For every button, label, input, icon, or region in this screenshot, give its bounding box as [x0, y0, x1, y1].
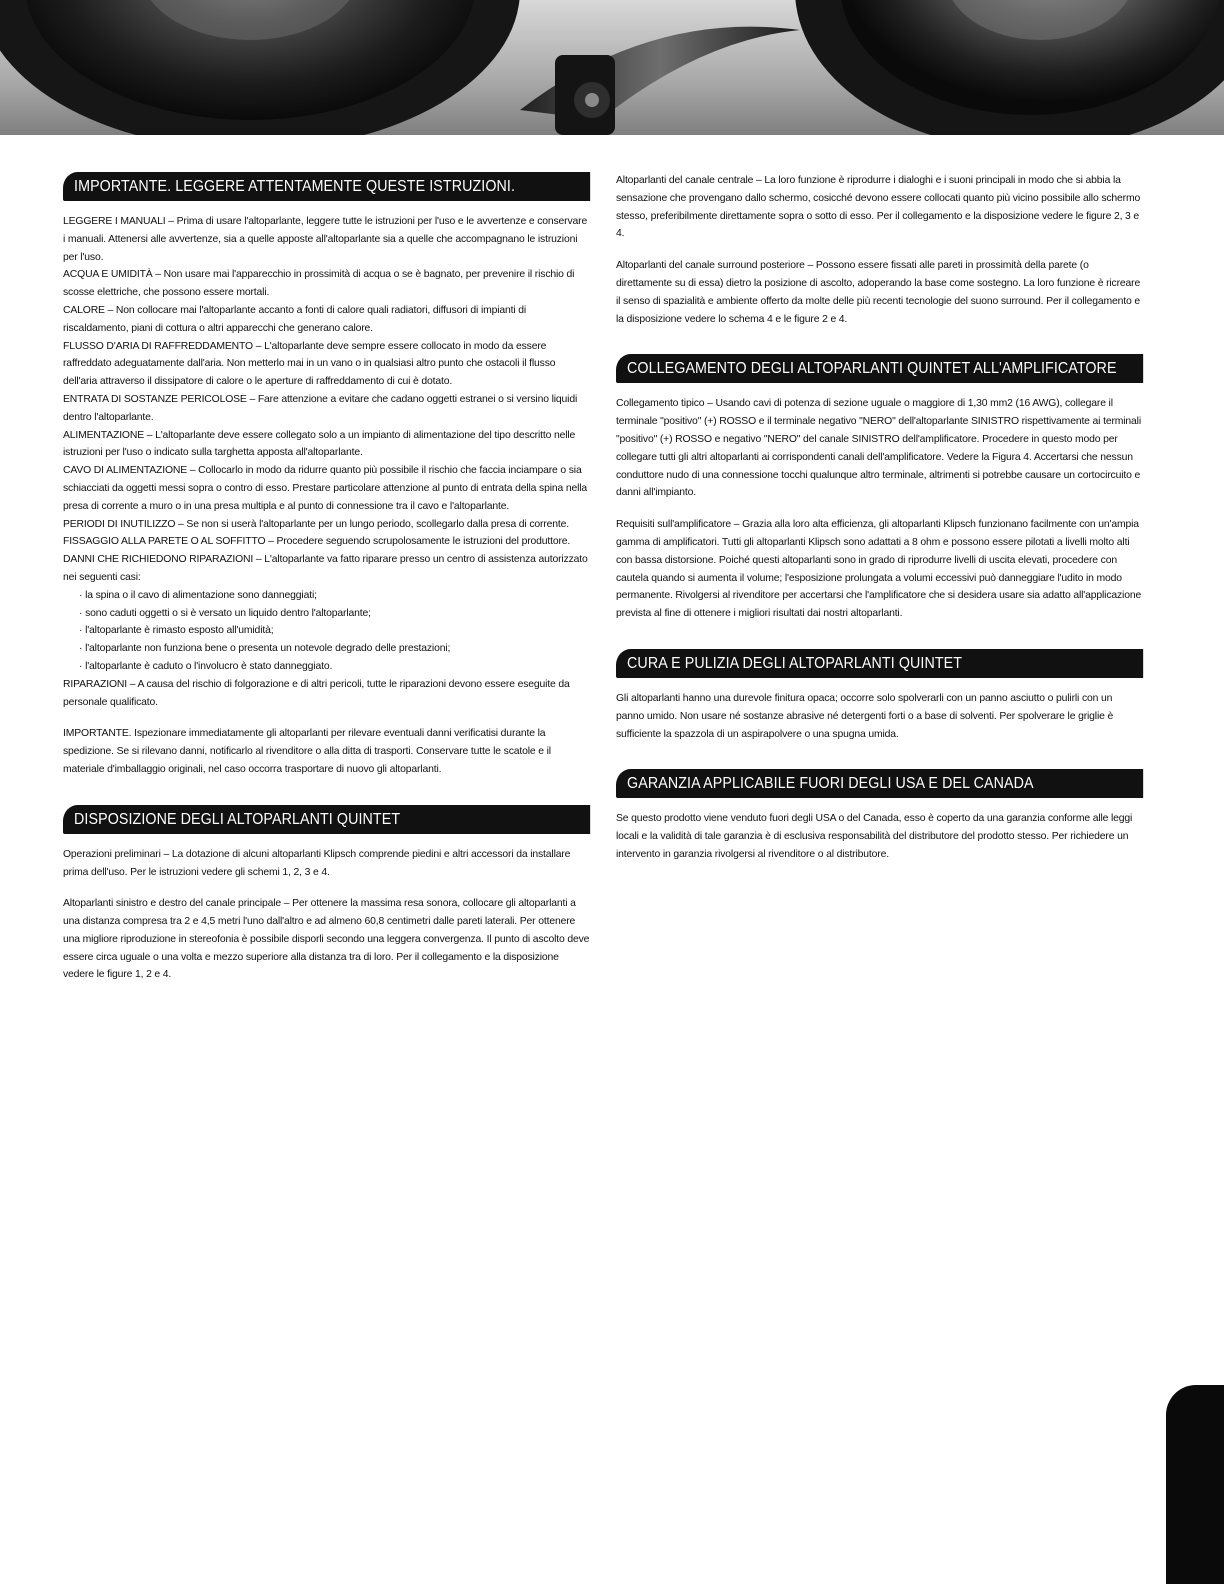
paragraph-flusso: FLUSSO D'ARIA DI RAFFREDDAMENTO – L'altoparlante deve sempre essere collocato in modo da essere raffreddato adeguatamente dall'aria. Non metterlo mai in un vano o in qualsiasi altro punto che ostacoli il flusso dell'aria attraverso il dissipatore di calore o le aperture di raffreddamento di cui è dotato.: [63, 340, 556, 388]
paragraph-surround: Altoparlanti del canale surround posteriore – Possono essere fissati alle pareti in prossimità della parete (o direttamente su di essa) dietro la posizione di ascolto, adoperando la base come sostegno. La loro funzione è ricreare il senso di spazialità e ambiente offerto da molte delle più recenti tecnologie del suono surround. Per il collegamento e la disposizione vedere lo schema 4 e le figure 2 e 4.: [616, 260, 1141, 325]
page-edge-tab: [1166, 1385, 1224, 1584]
paragraph-alimentazione: ALIMENTAZIONE – L'altoparlante deve essere collegato solo a un impianto di alimentazione del tipo descritto nelle istruzioni per l'uso o indicato sulla targhetta apposta all'altoparlante.: [63, 429, 576, 459]
list-item: · l'altoparlante non funziona bene o presenta un notevole degrado delle prestazioni;: [79, 640, 590, 658]
list-item: · sono caduti oggetti o si è versato un liquido dentro l'altoparlante;: [79, 605, 590, 623]
speaker-photo-icon: [0, 0, 1224, 135]
paragraph-requisiti: Requisiti sull'amplificatore – Grazia alla loro alta efficienza, gli altoparlanti Klipsch funzionano facilmente con un'ampia gamma di amplificatori. Tutti gli altoparlanti Klipsch sono adattati a 8 ohm e possono essere pilotati a livelli molto alti con bassa distorsione. Poiché questi altoparlanti sono in grado di riprodurre livelli di uscita elevati, procedere con cautela quando si aumenta il volume; l'esposizione prolungata a volumi eccessivi può danneggiare l'udito in modo permanente. Rivolgersi al rivenditore per accertarsi che l'amplificatore che si desidera usare sia adatto all'applicazione prevista al fine di ottenere i migliori risultati dai nostri altoparlanti.: [616, 519, 1142, 620]
paragraph-danni: DANNI CHE RICHIEDONO RIPARAZIONI – L'altoparlante va fatto riparare presso un centro di assistenza autorizzato nei seguenti casi:: [63, 554, 588, 583]
section-heading-importante: IMPORTANTE. LEGGERE ATTENTAMENTE QUESTE ISTRUZIONI.: [63, 172, 590, 201]
list-item: · l'altoparlante è caduto o l'involucro è stato danneggiato.: [79, 658, 590, 676]
paragraph-collegamento-tipico: Collegamento tipico – Usando cavi di potenza di sezione uguale o maggiore di 1,30 mm2 (16 AWG), collegare il terminale "positivo" (+) ROSSO e il terminale negativo "NERO" dell'altoparlante SINISTRO rispettivamente ai terminali "positivo" (+) ROSSO e negativo "NERO" del canale SINISTRO dell'amplificatore. Procedere in questo modo per collegare tutti gli altri altoparlanti ai corrispondenti canali dell'amplificatore. Vedere la Figura 4. Accertarsi che nessun conduttore nudo di una connessione tocchi qualunque altro terminale, altrimenti si potrebbe causare un cortocircuito e danni all'impianto.: [616, 398, 1141, 499]
paragraph-importante-ispezione: IMPORTANTE. Ispezionare immediatamente gli altoparlanti per rilevare eventuali danni verificatisi durante la spedizione. Se si rilevano danni, notificarlo al rivenditore o alla ditta di trasporti. Conservare tutte le scatole e il materiale d'imballaggio originali, nel caso occorra trasportare di nuovo gli altoparlanti.: [63, 728, 551, 775]
section-heading-collegamento: COLLEGAMENTO DEGLI ALTOPARLANTI QUINTET ALL'AMPLIFICATORE: [616, 354, 1143, 383]
paragraph-acqua: ACQUA E UMIDITÀ – Non usare mai l'apparecchio in prossimità di acqua o se è bagnato, per prevenire il rischio di scosse elettriche, che possono essere mortali.: [63, 269, 575, 299]
paragraph-manuali: LEGGERE I MANUALI – Prima di usare l'altoparlante, leggere tutte le istruzioni per l'uso e le avvertenze e conservare i manuali. Attenersi alle avvertenze, sia a quelle apposte all'altoparlante sia a quelle che accompagnano le istruzioni per l'uso.: [63, 216, 588, 263]
paragraph-fissaggio: FISSAGGIO ALLA PARETE O AL SOFFITTO – Procedere seguendo scrupolosamente le istruzioni del produttore.: [63, 536, 571, 548]
damage-list: [63, 587, 590, 676]
paragraph-centrale: Altoparlanti del canale centrale – La loro funzione è riprodurre i dialoghi e i suoni principali in modo che si abbia la sensazione che provengano dallo schermo, cosicché devono essere collocati quanto più vicino possibile allo schermo stesso, preferibilmente direttamente sopra o sotto di esso. Per il collegamento e la disposizione vedere le figure 2, 3 e 4.: [616, 175, 1141, 240]
list-item: · l'altoparlante è rimasto esposto all'umidità;: [79, 622, 590, 640]
speaker-banner: [0, 0, 1224, 135]
right-column: [616, 172, 1143, 864]
paragraph-entrata: ENTRATA DI SOSTANZE PERICOLOSE – Fare attenzione a evitare che cadano oggetti estranei o si versino liquidi dentro l'altoparlante.: [63, 393, 578, 423]
paragraph-calore: CALORE – Non collocare mai l'altoparlante accanto a fonti di calore quali radiatori, diffusori di impianti di riscaldamento, piani di cottura o altri apparecchi che generano calore.: [63, 304, 527, 334]
paragraph-garanzia: Se questo prodotto viene venduto fuori degli USA o del Canada, esso è coperto da una garanzia conforme alle leggi locali e la validità di tale garanzia è di esclusiva responsabilità del distributore del prodotto stesso. Per richiedere un intervento in garanzia rivolgersi al rivenditore o al distributore.: [616, 813, 1133, 860]
paragraph-cura: Gli altoparlanti hanno una durevole finitura opaca; occorre solo spolverarli con un panno asciutto o pulirli con un panno umido. Non usare né sostanze abrasive né detergenti forti o a base di solventi. Per spolverare le griglie è sufficiente la spazzola di un aspirapolvere o una spugna umida.: [616, 692, 1114, 740]
paragraph-operazioni: Operazioni preliminari – La dotazione di alcuni altoparlanti Klipsch comprende piedini e altri accessori da installare prima dell'uso. Per le istruzioni vedere gli schemi 1, 2, 3 e 4.: [63, 848, 571, 878]
paragraph-periodi: PERIODI DI INUTILIZZO – Se non si userà l'altoparlante per un lungo periodo, scollegarlo dalla presa di corrente.: [63, 518, 569, 530]
paragraph-cavo: CAVO DI ALIMENTAZIONE – Collocarlo in modo da ridurre quanto più possibile il rischio che faccia inciampare o sia schiacciati da oggetti messi sopra o contro di esso. Prestare particolare attenzione al punto di entrata della spina nella presa di corrente a muro o in una presa multipla e al punto di connessione tra il cavo e l'altoparlante.: [63, 465, 588, 512]
section-heading-garanzia: GARANZIA APPLICABILE FUORI DEGLI USA E DEL CANADA: [616, 769, 1143, 798]
left-column: [63, 172, 590, 984]
section-heading-disposizione: DISPOSIZIONE DEGLI ALTOPARLANTI QUINTET: [63, 805, 590, 834]
paragraph-principali: Altoparlanti sinistro e destro del canale principale – Per ottenere la massima resa sonora, collocare gli altoparlanti a una distanza compresa tra 2 e 4,5 metri l'uno dall'altro e ad almeno 60,8 centimetri dalle pareti laterali. Per ottenere una migliore riproduzione in stereofonia è possibile disporli secondo una leggera convergenza. Il punto di ascolto deve essere circa uguale o una volta e mezzo superiore alla distanza tra di loro. Per il collegamento e la disposizione vedere le figure 1, 2 e 4.: [63, 898, 590, 981]
section-heading-cura: CURA E PULIZIA DEGLI ALTOPARLANTI QUINTET: [616, 649, 1143, 678]
list-item: · la spina o il cavo di alimentazione sono danneggiati;: [79, 587, 590, 605]
paragraph-riparazioni: RIPARAZIONI – A causa del rischio di folgorazione e di altri pericoli, tutte le riparazioni devono essere eseguite da personale qualificato.: [63, 678, 570, 708]
